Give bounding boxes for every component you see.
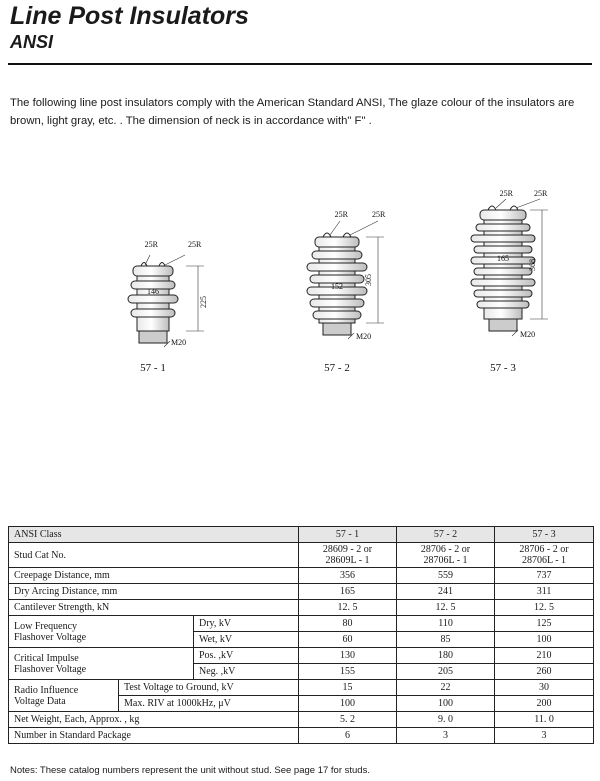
page-subtitle: ANSI (10, 32, 54, 52)
table-cell: 200 (495, 696, 594, 712)
model-caption: 57 - 2 (324, 362, 350, 374)
table-cell: 100 (299, 696, 397, 712)
row-label: Neg. ,kV (194, 664, 299, 680)
row-label: Net Weight, Each, Approx. , kg (9, 712, 299, 728)
intro-paragraph: The following line post insulators comply with the American Standard ANSI, The glaze colour of the insulators are brown, light gray, etc. . The dimension of neck is in accordance with" F" . (10, 97, 575, 127)
height-label: 225 (199, 296, 208, 308)
table-cell: 311 (495, 584, 594, 600)
table-row (9, 568, 594, 584)
table-cell: 11. 0 (495, 712, 594, 728)
table-cell: 737 (495, 568, 594, 584)
specifications-table (8, 526, 594, 744)
insulator-drawing-57-1 (128, 240, 208, 374)
row-group-label: Radio Influence Voltage Data (9, 680, 119, 712)
row-label: Dry Arcing Distance, mm (9, 584, 299, 600)
table-cell: 6 (299, 728, 397, 744)
model-caption: 57 - 3 (490, 362, 516, 374)
table-cell: 130 (299, 648, 397, 664)
table-row (9, 527, 594, 543)
table-cell: 165 (299, 584, 397, 600)
table-cell: 57 - 1 (299, 527, 397, 543)
table-cell: 3 (495, 728, 594, 744)
diameter-label: 165 (497, 254, 509, 263)
table-row (9, 543, 594, 568)
insulator-drawing-57-2 (307, 210, 386, 374)
table-cell: 155 (299, 664, 397, 680)
diameter-label: 152 (331, 282, 343, 291)
row-label: Wet, kV (194, 632, 299, 648)
table-cell: 30 (495, 680, 594, 696)
stud-label: M20 (520, 330, 536, 339)
table-row (9, 648, 594, 664)
table-cell: 12. 5 (495, 600, 594, 616)
insulator-drawing-57-3 (471, 189, 548, 374)
diameter-label: 146 (147, 287, 159, 296)
title-divider (8, 63, 592, 65)
table-cell: 60 (299, 632, 397, 648)
row-label: ANSI Class (9, 527, 299, 543)
height-label: 305 (364, 274, 373, 286)
table-cell: 22 (397, 680, 495, 696)
table-row (9, 680, 594, 696)
table-cell: 28609 - 2 or 28609L - 1 (299, 543, 397, 568)
table-cell: 559 (397, 568, 495, 584)
table-cell: 356 (299, 568, 397, 584)
footnote: Notes: These catalog numbers represent the unit without stud. See page 17 for studs. (10, 765, 370, 776)
row-label: Stud Cat No. (9, 543, 299, 568)
page-title: Line Post Insulators (10, 2, 249, 30)
table-cell: 9. 0 (397, 712, 495, 728)
table-cell: 180 (397, 648, 495, 664)
row-label: Max. RIV at 1000kHz, μV (119, 696, 299, 712)
row-label: Test Voltage to Ground, kV (119, 680, 299, 696)
table-cell: 28706 - 2 or 28706L - 1 (495, 543, 594, 568)
radius-label: 25R (334, 210, 348, 219)
model-caption: 57 - 1 (140, 362, 166, 374)
table-row (9, 584, 594, 600)
table-row (9, 600, 594, 616)
radius-label: 25R (144, 240, 158, 249)
row-label: Cantilever Strength, kN (9, 600, 299, 616)
table-row (9, 616, 594, 632)
table-cell: 5. 2 (299, 712, 397, 728)
table-cell: 85 (397, 632, 495, 648)
radius-label: 25R (188, 240, 202, 249)
table-cell: 3 (397, 728, 495, 744)
table-cell: 125 (495, 616, 594, 632)
row-group-label: Low Frequency Flashover Voltage (9, 616, 194, 648)
table-cell: 15 (299, 680, 397, 696)
height-label: 368 (528, 259, 537, 271)
table-cell: 110 (397, 616, 495, 632)
row-label: Number in Standard Package (9, 728, 299, 744)
table-cell: 57 - 3 (495, 527, 594, 543)
table-cell: 28706 - 2 or 28706L - 1 (397, 543, 495, 568)
table-cell: 205 (397, 664, 495, 680)
table-cell: 210 (495, 648, 594, 664)
table-cell: 80 (299, 616, 397, 632)
row-label: Pos. ,kV (194, 648, 299, 664)
radius-label: 25R (499, 189, 513, 198)
stud-label: M20 (171, 338, 187, 347)
table-cell: 100 (397, 696, 495, 712)
table-cell: 241 (397, 584, 495, 600)
table-cell: 12. 5 (299, 600, 397, 616)
table-cell: 100 (495, 632, 594, 648)
table-cell: 12. 5 (397, 600, 495, 616)
table-row (9, 712, 594, 728)
table-cell: 57 - 2 (397, 527, 495, 543)
row-label: Dry, kV (194, 616, 299, 632)
row-label: Creepage Distance, mm (9, 568, 299, 584)
table-row (9, 728, 594, 744)
radius-label: 25R (372, 210, 386, 219)
stud-label: M20 (356, 332, 372, 341)
row-group-label: Critical Impulse Flashover Voltage (9, 648, 194, 680)
insulator-drawings (0, 185, 600, 385)
radius-label: 25R (534, 189, 548, 198)
table-cell: 260 (495, 664, 594, 680)
